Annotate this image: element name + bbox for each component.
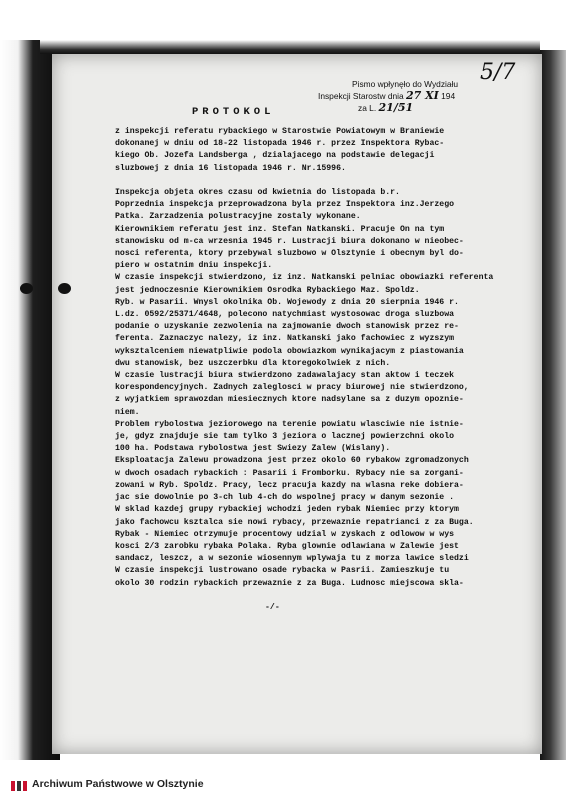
text-line: W sklad kazdej grupy rybackiej wchodzi jeden rybak Niemiec przy ktorym (115, 505, 459, 515)
protocol-body (115, 126, 535, 614)
stamp-year: 194 (441, 91, 456, 101)
text-line: zowani w Ryb. Spoldz. Pracy, lecz pracuja kazdy na wlasna reke dobiera- (115, 480, 464, 490)
text-line: kiego Ob. Jozefa Landsberga , dzialajacego na podstawie delegacji (115, 151, 435, 161)
text-line: nosci referenta, ktory przebywal sluzbowo w Olsztynie i obecnym byl do- (115, 249, 464, 259)
text-line: Ryb. w Pasarii. Wnysl okolnika Ob. Wojewody z dnia 20 sierpnia 1946 r. (115, 297, 459, 307)
text-line: jako fachowcu ksztalca sie nowi rybacy, przewaznie repatrianci z za Buga. (115, 517, 474, 527)
stamp-line2: Inspekcji Starostw dnia (318, 91, 404, 101)
text-line (115, 175, 535, 187)
punch-hole-icon (20, 283, 33, 294)
text-line: W czasie inspekcji lustrowano osade rybacka w Pasrii. Zamieszkuje tu (115, 566, 450, 576)
text-line: ferenta. Zaznaczyc nalezy, iz inz. Natkanski jako fachowiec z wyzszym (115, 334, 455, 344)
text-line: W czasie lustracji biura stwierdzono zadawalajacy stan aktow i teczek (115, 371, 455, 381)
text-line: z inspekcji referatu rybackiego w Starostwie Powiatowym w Braniewie (115, 127, 445, 136)
text-line: dokonanej w dniu od 18-22 listopada 1946 r. przez Inspektora Rybac- (115, 139, 445, 149)
punch-hole-icon (58, 283, 71, 294)
text-line: podanie o uzyskanie zezwolenia na zajmowanie dwoch stanowisk przez re- (115, 322, 459, 332)
text-line: kosci 2/3 zarobku rybaka Polaka. Ryba glownie odlawiana w Zalewie jest (115, 541, 459, 551)
text-line: korespondencyjnych. Zadnych zaleglosci w pracy biurowej nie stwierdzono, (115, 383, 469, 393)
text-line: Problem rybolostwa jeziorowego na terenie powiatu wlasciwie nie istnie- (115, 419, 464, 429)
stamp-ref-prefix: za L. (358, 103, 377, 113)
text-line: je, gdyz znajduje sie tam tylko 3 jeziora o lacznej powierzchni okolo (115, 432, 455, 442)
text-line: Eksploatacja Zalewu prowadzona jest przez okolo 60 rybakow zgromadzonych (115, 456, 469, 466)
stamp-ref-handwritten: 21/51 (378, 101, 414, 114)
document-title: PROTOKOL (192, 106, 275, 118)
text-line: L.dz. 0592/25371/4648, polecono natychmiast wystosowac droga sluzbowa (115, 310, 455, 320)
stamp-date-handwritten: 27 XI (405, 89, 439, 102)
scan-right-shadow (540, 50, 566, 760)
text-line: wyksztalceniem niewatpliwie podola obowiazkom wynikajacym z piastowania (115, 346, 464, 356)
text-line: niem. (115, 407, 140, 417)
text-line: Patka. Zarzadzenia polustracyjne zostaly wykonane. (115, 212, 361, 222)
text-line: okolo 30 rodzin rybackich przewaznie z za Buga. Ludnosc miejscowa skla- (115, 578, 464, 588)
stamp-line1: Pismo wpłynęło do Wydziału (352, 79, 459, 89)
text-line: sandacz, leszcz, a w sezonie wiosennym wplywaja tu z morza lawice sledzi (115, 554, 469, 564)
text-line: stanowisku od m-ca wrzesnia 1945 r. Lustracji biura dokonano w nieobec- (115, 236, 464, 246)
archive-name: Archiwum Państwowe w Olsztynie (32, 778, 204, 790)
text-line: Rybak - Niemiec otrzymuje procentowy udzial w zyskach z odlowow w wys (115, 529, 455, 539)
text-line: jac sie dowolnie po 3-ch lub 4-ch do wspolnej pracy w danym sezonie . (115, 493, 455, 503)
scan-left-shadow (0, 40, 60, 760)
text-line: Inspekcja objeta okres czasu od kwietnia do listopada b.r. (115, 188, 400, 198)
text-line: W czasie inspekcji stwierdzono, iz inz. Natkanski pelniac obowiazki referenta (115, 273, 494, 283)
receipt-stamp (318, 78, 494, 114)
text-line: 100 ha. Podstawa rybolostwa jest Swiezy Zalew (Wislany). (115, 444, 391, 454)
text-line: -/- (265, 602, 280, 612)
text-line: sluzbowej z dnia 16 listopada 1946 r. Nr.15996. (115, 163, 346, 173)
text-line: dwu stanowisk, bez uszczerbku dla ktoregokolwiek z nich. (115, 358, 391, 368)
text-line: jest jednoczesnie Kierownikiem Osrodka Rybackiego Maz. Spoldz. (115, 285, 420, 295)
archive-logo-icon (10, 779, 28, 793)
text-line: Kierownikiem referatu jest inz. Stefan Natkanski. Pracuje On na tym (115, 224, 445, 234)
handwritten-margin-note: 5/7 (480, 60, 516, 85)
scan-top-shadow (40, 40, 540, 54)
text-line (115, 590, 535, 602)
text-line: z wyjatkiem sprawozdan miesiecznych ktore nadsylane sa z duzym opoznie- (115, 395, 464, 405)
text-line: Poprzednia inspekcja przeprowadzona byla przez Inspektora inz.Jerzego (115, 200, 455, 210)
text-line: w dwoch osadach rybackich : Pasarii i Fromborku. Rybacy nie sa zorgani- (115, 468, 464, 478)
text-line: piero w ostatnim dniu inspekcji. (115, 261, 273, 271)
